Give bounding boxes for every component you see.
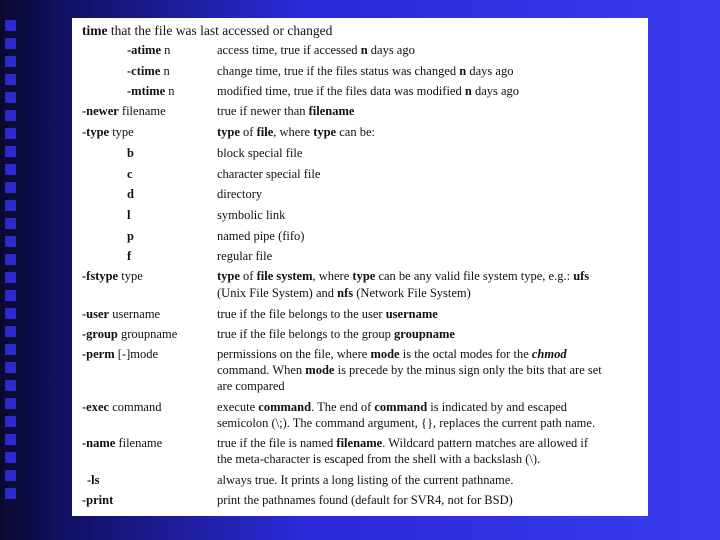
type-desc-f: regular file [217,249,273,263]
type-desc-p: named pipe (fifo) [217,229,305,243]
deco-square [5,290,16,301]
deco-square [5,326,16,337]
deco-square [5,164,16,175]
slide-content-panel [72,18,648,516]
type-code-b: b [127,146,134,160]
desc-group: true if the file belongs to the group groupname [217,327,455,341]
deco-square [5,272,16,283]
type-desc-d: directory [217,187,263,201]
desc-fstype-line1: type of file system, where type can be any valid file system type, e.g.: ufs [217,269,590,283]
desc-newer: true if newer than filename [217,104,355,118]
desc-atime: access time, true if accessed n days ago [217,43,415,57]
desc-name-line1: true if the file is named filename. Wildcard pattern matches are allowed if [217,436,589,450]
option-atime: -atime n [127,43,171,57]
desc-fstype-line2: (Unix File System) and nfs (Network File System) [217,286,471,300]
type-desc-l: symbolic link [217,208,286,222]
deco-square [5,470,16,481]
desc-perm-line2: command. When mode is precede by the minus sign only the bits that are set [217,363,602,377]
desc-exec-line2: semicolon (\;). The command argument, {}, replaces the current path name. [217,416,596,430]
type-desc-c: character special file [217,167,321,181]
deco-square [5,434,16,445]
deco-square [5,398,16,409]
deco-square [5,452,16,463]
desc-perm-line3: are compared [217,379,285,393]
deco-square [5,200,16,211]
deco-square [5,92,16,103]
desc-user: true if the file belongs to the user username [217,307,438,321]
option-ls: -ls [87,473,100,487]
option-user: -user username [82,307,161,321]
section-header [82,23,332,38]
deco-square [5,236,16,247]
deco-square [5,218,16,229]
deco-square [5,74,16,85]
deco-square [5,110,16,121]
desc-perm-line1: permissions on the file, where mode is the octal modes for the chmod [217,347,567,361]
desc-mtime: modified time, true if the files data was modified n days ago [217,84,520,98]
header-lead: time [82,23,108,38]
decorative-squares [5,20,17,506]
desc-type: type of file, where type can be: [217,125,375,139]
option-exec: -exec command [82,400,162,414]
deco-square [5,56,16,67]
desc-ls: always true. It prints a long listing of the current pathname. [217,473,514,487]
option-type: -type type [82,125,134,139]
header-rest: that the file was last accessed or changed [107,23,333,38]
deco-square [5,254,16,265]
desc-exec-line1: execute command. The end of command is indicated by and escaped [217,400,568,414]
deco-square [5,308,16,319]
deco-square [5,20,16,31]
option-print: -print [82,493,114,507]
deco-square [5,128,16,139]
option-name: -name filename [82,436,163,450]
desc-name-line2: the meta-character is escaped from the shell with a backslash (\). [217,452,541,466]
option-mtime: -mtime n [127,84,175,98]
option-group: -group groupname [82,327,178,341]
deco-square [5,146,16,157]
deco-square [5,362,16,373]
deco-square [5,344,16,355]
deco-square [5,416,16,427]
deco-square [5,38,16,49]
type-code-d: d [127,187,134,201]
desc-print: print the pathnames found (default for SVR4, not for BSD) [217,493,513,507]
type-code-f: f [127,249,132,263]
type-code-p: p [127,229,134,243]
option-perm: -perm [-]mode [82,347,159,361]
deco-square [5,488,16,499]
deco-square [5,182,16,193]
type-desc-b: block special file [217,146,303,160]
deco-square [5,380,16,391]
option-fstype: -fstype type [82,269,143,283]
option-ctime: -ctime n [127,64,170,78]
type-code-c: c [127,167,133,181]
type-code-l: l [127,208,131,222]
desc-ctime: change time, true if the files status was changed n days ago [217,64,514,78]
option-newer: -newer filename [82,104,166,118]
